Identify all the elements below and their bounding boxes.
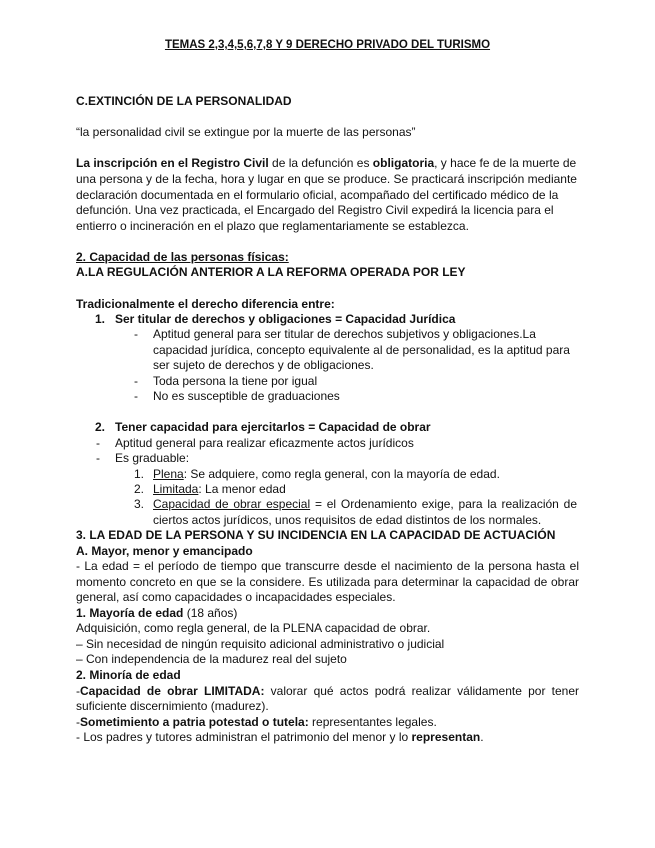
- bullet-text: Es graduable:: [115, 451, 190, 465]
- graduation-item: [153, 497, 577, 512]
- paragraph-line: [76, 730, 484, 745]
- text: : Se adquiere, como regla general, con la mayoría de edad.: [183, 467, 500, 481]
- section-heading-extincion: C.EXTINCIÓN DE LA PERSONALIDAD: [76, 94, 292, 108]
- text: .: [480, 730, 484, 744]
- bold-text: 1. Mayoría de edad: [76, 606, 184, 620]
- text: - Los padres y tutores administran el patrimonio del menor y lo: [76, 730, 412, 744]
- graduation-item-continued: ciertos actos jurídicos, unos requisitos de edad distintos de los normales.: [153, 513, 542, 527]
- dash: -: [76, 715, 80, 729]
- paragraph-line: [76, 684, 579, 699]
- list-number: 1.: [134, 467, 145, 481]
- dash: -: [134, 327, 138, 341]
- dash: -: [96, 451, 100, 465]
- list-number: 2.: [95, 420, 106, 434]
- bullet-text: Aptitud general para ser titular de derechos subjetivos y obligaciones.La: [153, 327, 536, 341]
- bold-text: representan: [411, 730, 481, 744]
- quote-text: “la personalidad civil se extingue por la muerte de las personas”: [76, 125, 416, 139]
- section-heading-capacidad: 2. Capacidad de las personas físicas:: [76, 250, 289, 264]
- paragraph-line: [76, 156, 576, 171]
- text: : La menor edad: [198, 482, 286, 496]
- paragraph-line: declaración documentada en el formulario oficial, acompañado del certificado médico de la: [76, 188, 559, 202]
- dash: -: [134, 374, 138, 388]
- list-item-capacidad-juridica: Ser titular de derechos y obligaciones = Capacidad Jurídica: [115, 312, 456, 326]
- text: = el Ordenamiento exige, para la realización de: [310, 497, 578, 511]
- dash: -: [96, 436, 100, 450]
- bold-text: obligatoria: [372, 156, 435, 170]
- bullet-text: Toda persona la tiene por igual: [153, 374, 318, 388]
- paragraph-line: entierro o incineración en el plazo que reglamentariamente se establezca.: [76, 219, 469, 233]
- paragraph-line: una persona y de la fecha, hora y lugar en que se produce. Se practicará inscripción mediante: [76, 172, 577, 186]
- paragraph-line: – Con independencia de la madurez real del sujeto: [76, 652, 347, 666]
- paragraph-line: Adquisición, como regla general, de la PLENA capacidad de obrar.: [76, 621, 431, 635]
- underlined-text: Plena: [153, 467, 184, 481]
- list-number: 1.: [95, 312, 106, 326]
- paragraph-line: general, así como capacidades o incapacidades especiales.: [76, 590, 396, 604]
- graduation-item: [153, 482, 286, 497]
- text: valorar qué actos podrá realizar válidamente por tener: [264, 684, 580, 698]
- underlined-text: Capacidad de obrar especial: [153, 497, 311, 511]
- dash: -: [134, 389, 138, 403]
- graduation-item: [153, 467, 500, 482]
- text: de la defunción es: [268, 156, 373, 170]
- paragraph-line: – Sin necesidad de ningún requisito adicional administrativo o judicial: [76, 637, 445, 651]
- bullet-text: Aptitud general para realizar eficazmente actos jurídicos: [115, 436, 414, 450]
- text: , y hace fe de la muerte de: [434, 156, 577, 170]
- bold-text: Sometimiento a patria potestad o tutela:: [80, 715, 309, 729]
- subheading-mayor-menor: A. Mayor, menor y emancipado: [76, 544, 253, 558]
- list-number: 2.: [134, 482, 145, 496]
- bold-text: La inscripción en el Registro Civil: [76, 156, 269, 170]
- intro-text: Tradicionalmente el derecho diferencia entre:: [76, 297, 335, 311]
- bullet-text: No es susceptible de graduaciones: [153, 389, 340, 403]
- text: representantes legales.: [308, 715, 437, 729]
- paragraph-line: defunción. Una vez practicada, el Encargado del Registro Civil expedirá la licencia para el: [76, 203, 554, 217]
- subheading-regulacion: A.LA REGULACIÓN ANTERIOR A LA REFORMA OPERADA POR LEY: [76, 265, 466, 279]
- bold-text: Capacidad de obrar LIMITADA:: [80, 684, 265, 698]
- paragraph-line: momento concreto en que se la considere. Es utilizada para determinar la capacidad de obrar: [76, 575, 579, 589]
- list-item-capacidad-obrar: Tener capacidad para ejercitarlos = Capacidad de obrar: [115, 420, 431, 434]
- underlined-text: Limitada: [153, 482, 199, 496]
- document-title: TEMAS 2,3,4,5,6,7,8 Y 9 DERECHO PRIVADO DEL TURISMO: [164, 39, 491, 51]
- bullet-text: ser sujeto de derechos y de obligaciones.: [153, 358, 374, 372]
- minoria-heading: 2. Minoría de edad: [76, 668, 181, 682]
- mayoria-heading: [76, 606, 237, 621]
- paragraph-line: suficiente discernimiento (madurez).: [76, 699, 269, 713]
- paragraph-line: [76, 715, 437, 730]
- dash: -: [76, 684, 80, 698]
- paragraph-line: - La edad = el período de tiempo que transcurre desde el nacimiento de la persona hasta el: [76, 559, 579, 573]
- section-heading-edad: 3. LA EDAD DE LA PERSONA Y SU INCIDENCIA EN LA CAPACIDAD DE ACTUACIÓN: [76, 528, 556, 542]
- list-number: 3.: [134, 497, 145, 511]
- text: (18 años): [183, 606, 238, 620]
- bullet-text: capacidad jurídica, concepto equivalente al de personalidad, es la aptitud para: [153, 343, 570, 357]
